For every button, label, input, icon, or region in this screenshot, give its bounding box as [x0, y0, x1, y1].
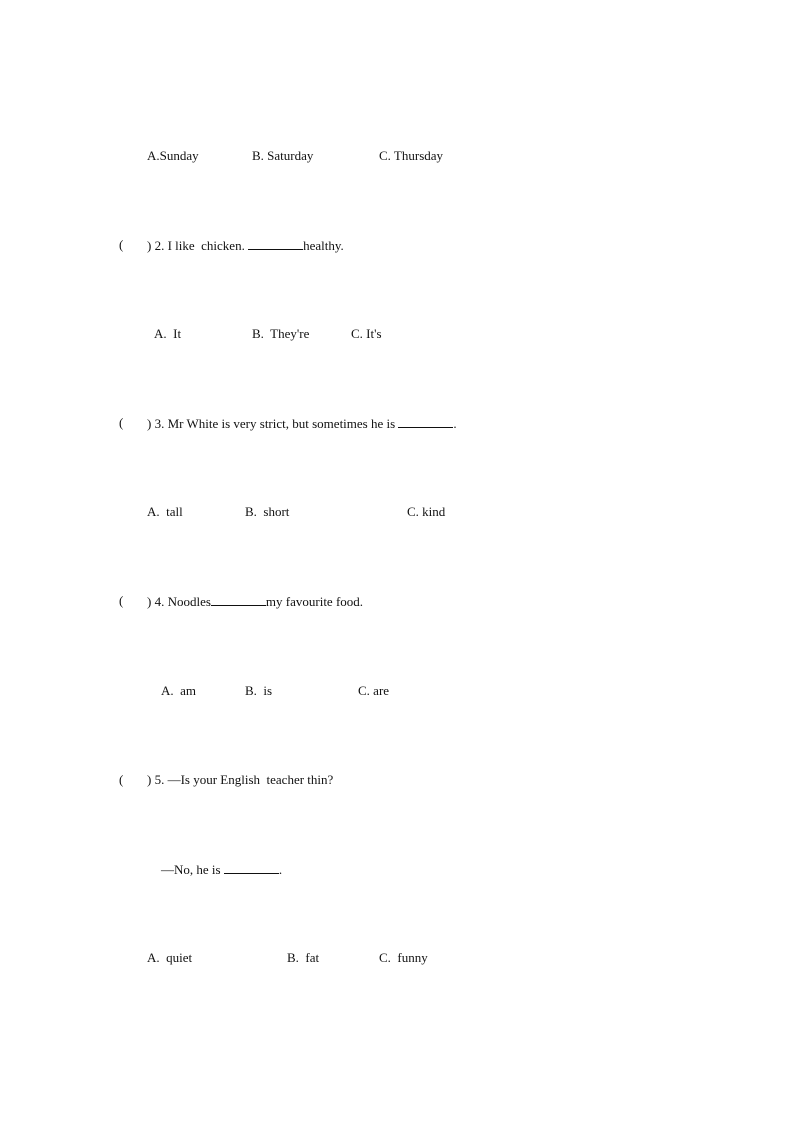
q2-option-c: C. It's	[351, 326, 382, 341]
q1-option-c: C. Thursday	[379, 148, 444, 163]
q5-option-a: A. quiet	[147, 950, 193, 965]
q1-option-a: A.Sunday	[147, 148, 199, 163]
q2-text	[147, 237, 344, 254]
q5-option-c: C. funny	[379, 950, 428, 965]
q4-stem-text: ) 4. Noodles	[147, 594, 211, 609]
q3-open-paren: (	[119, 415, 124, 430]
q2-stem-text: ) 2. I like chicken.	[147, 238, 245, 253]
q4-text	[147, 593, 363, 610]
q5-after-blank: .	[278, 862, 283, 877]
q3-option-c: C. kind	[407, 504, 446, 519]
q5-open-paren: (	[119, 772, 124, 787]
q2-blank	[248, 237, 303, 250]
q2-after-blank: healthy.	[303, 238, 344, 253]
q4-blank	[211, 593, 266, 606]
q3-stem-text: ) 3. Mr White is very strict, but sometimes he is	[147, 416, 396, 431]
q1-option-b: B. Saturday	[252, 148, 314, 163]
q3-option-b: B. short	[245, 504, 290, 519]
q3-option-a: A. tall	[147, 504, 183, 519]
q3-blank	[398, 415, 453, 428]
q4-option-a: A. am	[161, 683, 197, 698]
q5-blank	[224, 861, 279, 874]
q4-option-c: C. are	[358, 683, 390, 698]
q5-answer-text	[161, 861, 282, 878]
q3-after-blank: .	[453, 416, 457, 431]
q5-stem-text: ) 5. —Is your English teacher thin?	[147, 772, 334, 787]
q4-after-blank: my favourite food.	[265, 594, 364, 609]
q2-option-b: B. They're	[252, 326, 310, 341]
q5-option-b: B. fat	[287, 950, 320, 965]
q3-text	[147, 415, 457, 432]
q4-open-paren: (	[119, 593, 124, 608]
q2-option-a: A. It	[154, 326, 182, 341]
q5-answer-prefix: —No, he is	[161, 862, 221, 877]
q4-option-b: B. is	[245, 683, 273, 698]
q2-open-paren: (	[119, 237, 124, 252]
